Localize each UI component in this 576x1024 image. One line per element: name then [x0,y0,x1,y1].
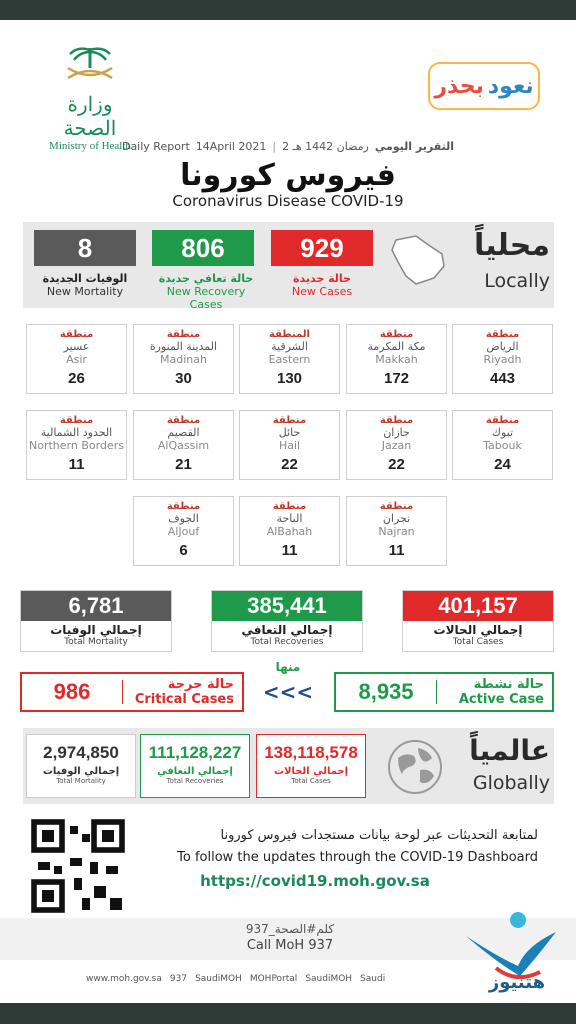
dashboard-link[interactable]: https://covid19.moh.gov.sa [200,872,430,890]
dashboard-text-en: To follow the updates through the COVID-19 Dashboard [177,850,538,865]
region-name-ar: تبوك [491,426,514,439]
region-prefix: منطقة [485,329,520,340]
new-mortality-label-ar: الوفيات الجديدة [42,272,128,285]
daily-report-en: Daily Report [121,140,190,153]
call-hashtag-ar: كلم#الصحة_937 [245,922,335,936]
global-recoveries-label-en: Total Recoveries [166,777,224,785]
portal-link[interactable]: MOHPortal [249,974,298,984]
region-name-ar: حائل [278,426,301,439]
total-cases-label-en: Total Cases [452,637,504,647]
bottom-bar [0,1003,576,1024]
region-name-en: Asir [66,353,87,366]
region-prefix: منطقة [59,329,94,340]
region-name-ar: الباحة [276,512,303,525]
globally-title-ar: عالمياً [469,734,550,767]
palm-icon [60,44,120,84]
region-prefix: منطقة [379,329,414,340]
region-prefix: منطقة [485,415,520,426]
hijri-date: 2 رمضان 1442 هـ [282,140,369,153]
global-mortality-label-en: Total Mortality [56,777,106,785]
critical-cases-label-en: Critical Cases [134,692,234,707]
region-prefix: منطقة [166,415,201,426]
of-them-label: منها [275,660,301,674]
region-name-ar: الرياض [486,340,519,353]
total-mortality-label-ar: إجمالي الوفيات [50,623,142,637]
region-name-en: Makkah [375,353,418,366]
total-recoveries-label-en: Total Recoveries [250,637,324,647]
new-mortality-card [34,230,136,298]
new-cases-value: 929 [271,230,373,266]
moh-name-ar: وزارة الصحة [63,92,117,140]
region-card [239,410,340,480]
total-cases-card [402,590,554,652]
twitter-link[interactable]: SaudiMOH [195,974,242,984]
new-recovery-value: 806 [152,230,254,266]
region-value: 21 [175,456,192,473]
new-mortality-value: 8 [34,230,136,266]
region-name-en: Eastern [268,353,311,366]
region-value: 26 [68,370,85,387]
total-mortality-card [20,590,172,652]
region-value: 130 [276,370,303,387]
region-value: 443 [489,370,516,387]
total-mortality-value: 6,781 [21,591,171,621]
new-cases-label-en: New Cases [291,285,353,298]
daily-report-line: Daily Report 14April 2021 | 2 رمضان 1442 هـ التقرير اليومي [110,140,466,158]
global-cases-label-en: Total Cases [291,777,331,785]
page-title-ar: فيروس كورونا [180,158,396,193]
region-name-ar: القصيم [167,426,200,439]
new-mortality-label-en: New Mortality [46,285,124,298]
region-prefix: منطقة [272,415,307,426]
region-name-en: Hail [278,439,301,452]
campaign-logo [428,62,540,110]
website-link[interactable]: www.moh.gov.sa [86,974,162,984]
region-card [26,324,127,394]
region-prefix: منطقة [166,501,201,512]
total-recoveries-value: 385,441 [212,591,362,621]
page-title-en: Coronavirus Disease COVID-19 [172,192,404,210]
region-card [133,410,234,480]
global-recoveries-label-ar: إجمالي التعافي [157,766,233,777]
global-cases-card [256,734,366,798]
global-cases-value: 138,118,578 [264,743,358,762]
region-value: 30 [175,370,192,387]
new-recovery-label-en: New Recovery Cases [166,285,246,311]
total-recoveries-card [211,590,363,652]
region-name-ar: عسير [63,340,90,353]
region-prefix: منطقة [379,415,414,426]
region-value: 11 [388,542,405,559]
new-recovery-card [152,230,260,311]
region-card [452,410,553,480]
total-mortality-label-en: Total Mortality [64,637,128,647]
region-card [346,496,447,566]
new-cases-label-ar: حالة جديدة [293,272,351,285]
moh-name-en: Ministry of Health [49,140,131,152]
total-cases-value: 401,157 [403,591,553,621]
region-name-ar: الشرقية [271,340,308,353]
region-value: 24 [494,456,511,473]
globe-icon [386,738,444,796]
global-mortality-label-ar: إجمالي الوفيات [42,766,120,777]
region-name-en: AlBahah [266,525,313,538]
region-name-ar: مكة المكرمة [367,340,426,353]
gregorian-date: 14April 2021 [195,140,267,153]
qr-code-icon [30,818,126,914]
region-prefix: منطقة [59,415,94,426]
snapchat-link[interactable]: Saudi [360,974,386,984]
critical-cases-value: 986 [53,679,91,704]
region-name-ar: نجران [382,512,411,525]
new-recovery-label-ar: حالة تعافي جديدة [158,272,254,285]
region-name-en: Najran [378,525,415,538]
total-cases-label-ar: إجمالي الحالات [433,623,523,637]
total-recoveries-label-ar: إجمالي التعافي [241,623,333,637]
region-card [452,324,553,394]
active-cases-value: 8,935 [358,679,414,704]
locally-title-ar: محلياً [474,228,550,263]
daily-report-ar: التقرير اليومي [374,140,455,153]
region-name-ar: جازان [383,426,410,439]
region-name-en: AlJouf [167,525,200,538]
global-recoveries-card [140,734,250,798]
region-card [346,410,447,480]
region-name-en: Tabouk [483,439,522,452]
region-prefix: منطقة [166,329,201,340]
region-card [239,324,340,394]
top-bar [0,0,576,20]
region-prefix: منطقة [379,501,414,512]
global-mortality-card [26,734,136,798]
call-text-en: Call MoH 937 [246,938,334,953]
region-value: 172 [383,370,410,387]
globally-title-en: Globally [472,772,550,794]
region-name-en: Northern Borders [29,439,124,452]
region-card [239,496,340,566]
region-card [133,496,234,566]
region-prefix: منطقة [272,501,307,512]
region-name-en: Jazan [381,439,412,452]
critical-cases-card [20,672,244,712]
region-value: 11 [281,542,298,559]
region-value: 22 [281,456,298,473]
watermark-text: هتنيوز [488,972,546,993]
saudi-map-icon [386,232,450,288]
active-cases-card [334,672,554,712]
instagram-link[interactable]: SaudiMOH [305,974,353,984]
region-card [26,410,127,480]
region-value: 11 [68,456,85,473]
campaign-word-2: بحذر [434,73,484,99]
moh-logo [40,44,140,152]
region-name-en: Riyadh [483,353,522,366]
region-name-ar: الحدود الشمالية [40,426,113,439]
new-cases-card [271,230,373,298]
region-value: 22 [388,456,405,473]
global-cases-label-ar: إجمالي الحالات [273,766,349,777]
dashboard-text-ar: لمتابعة التحديثات عبر لوحة بيانات مستجدات فيروس كورونا [220,828,538,843]
region-prefix: المنطقة [269,329,310,340]
region-value: 6 [179,542,188,559]
region-card [346,324,447,394]
arrows-icon: <<< [262,680,314,704]
region-name-ar: الجوف [168,512,199,525]
active-cases-label-en: Active Case [458,692,544,707]
critical-cases-label-ar: حالة حرجة [167,677,234,692]
active-cases-label-ar: حالة نشطة [473,677,544,692]
global-recoveries-value: 111,128,227 [148,743,242,762]
phone-link[interactable]: 937 [169,974,188,984]
region-name-en: Madinah [160,353,207,366]
campaign-word-1: نعود [487,73,534,99]
region-card [133,324,234,394]
region-name-ar: المدينة المنورة [149,340,218,353]
region-name-en: AlQassim [157,439,210,452]
global-mortality-value: 2,974,850 [43,743,119,762]
locally-title-en: Locally [484,270,550,292]
